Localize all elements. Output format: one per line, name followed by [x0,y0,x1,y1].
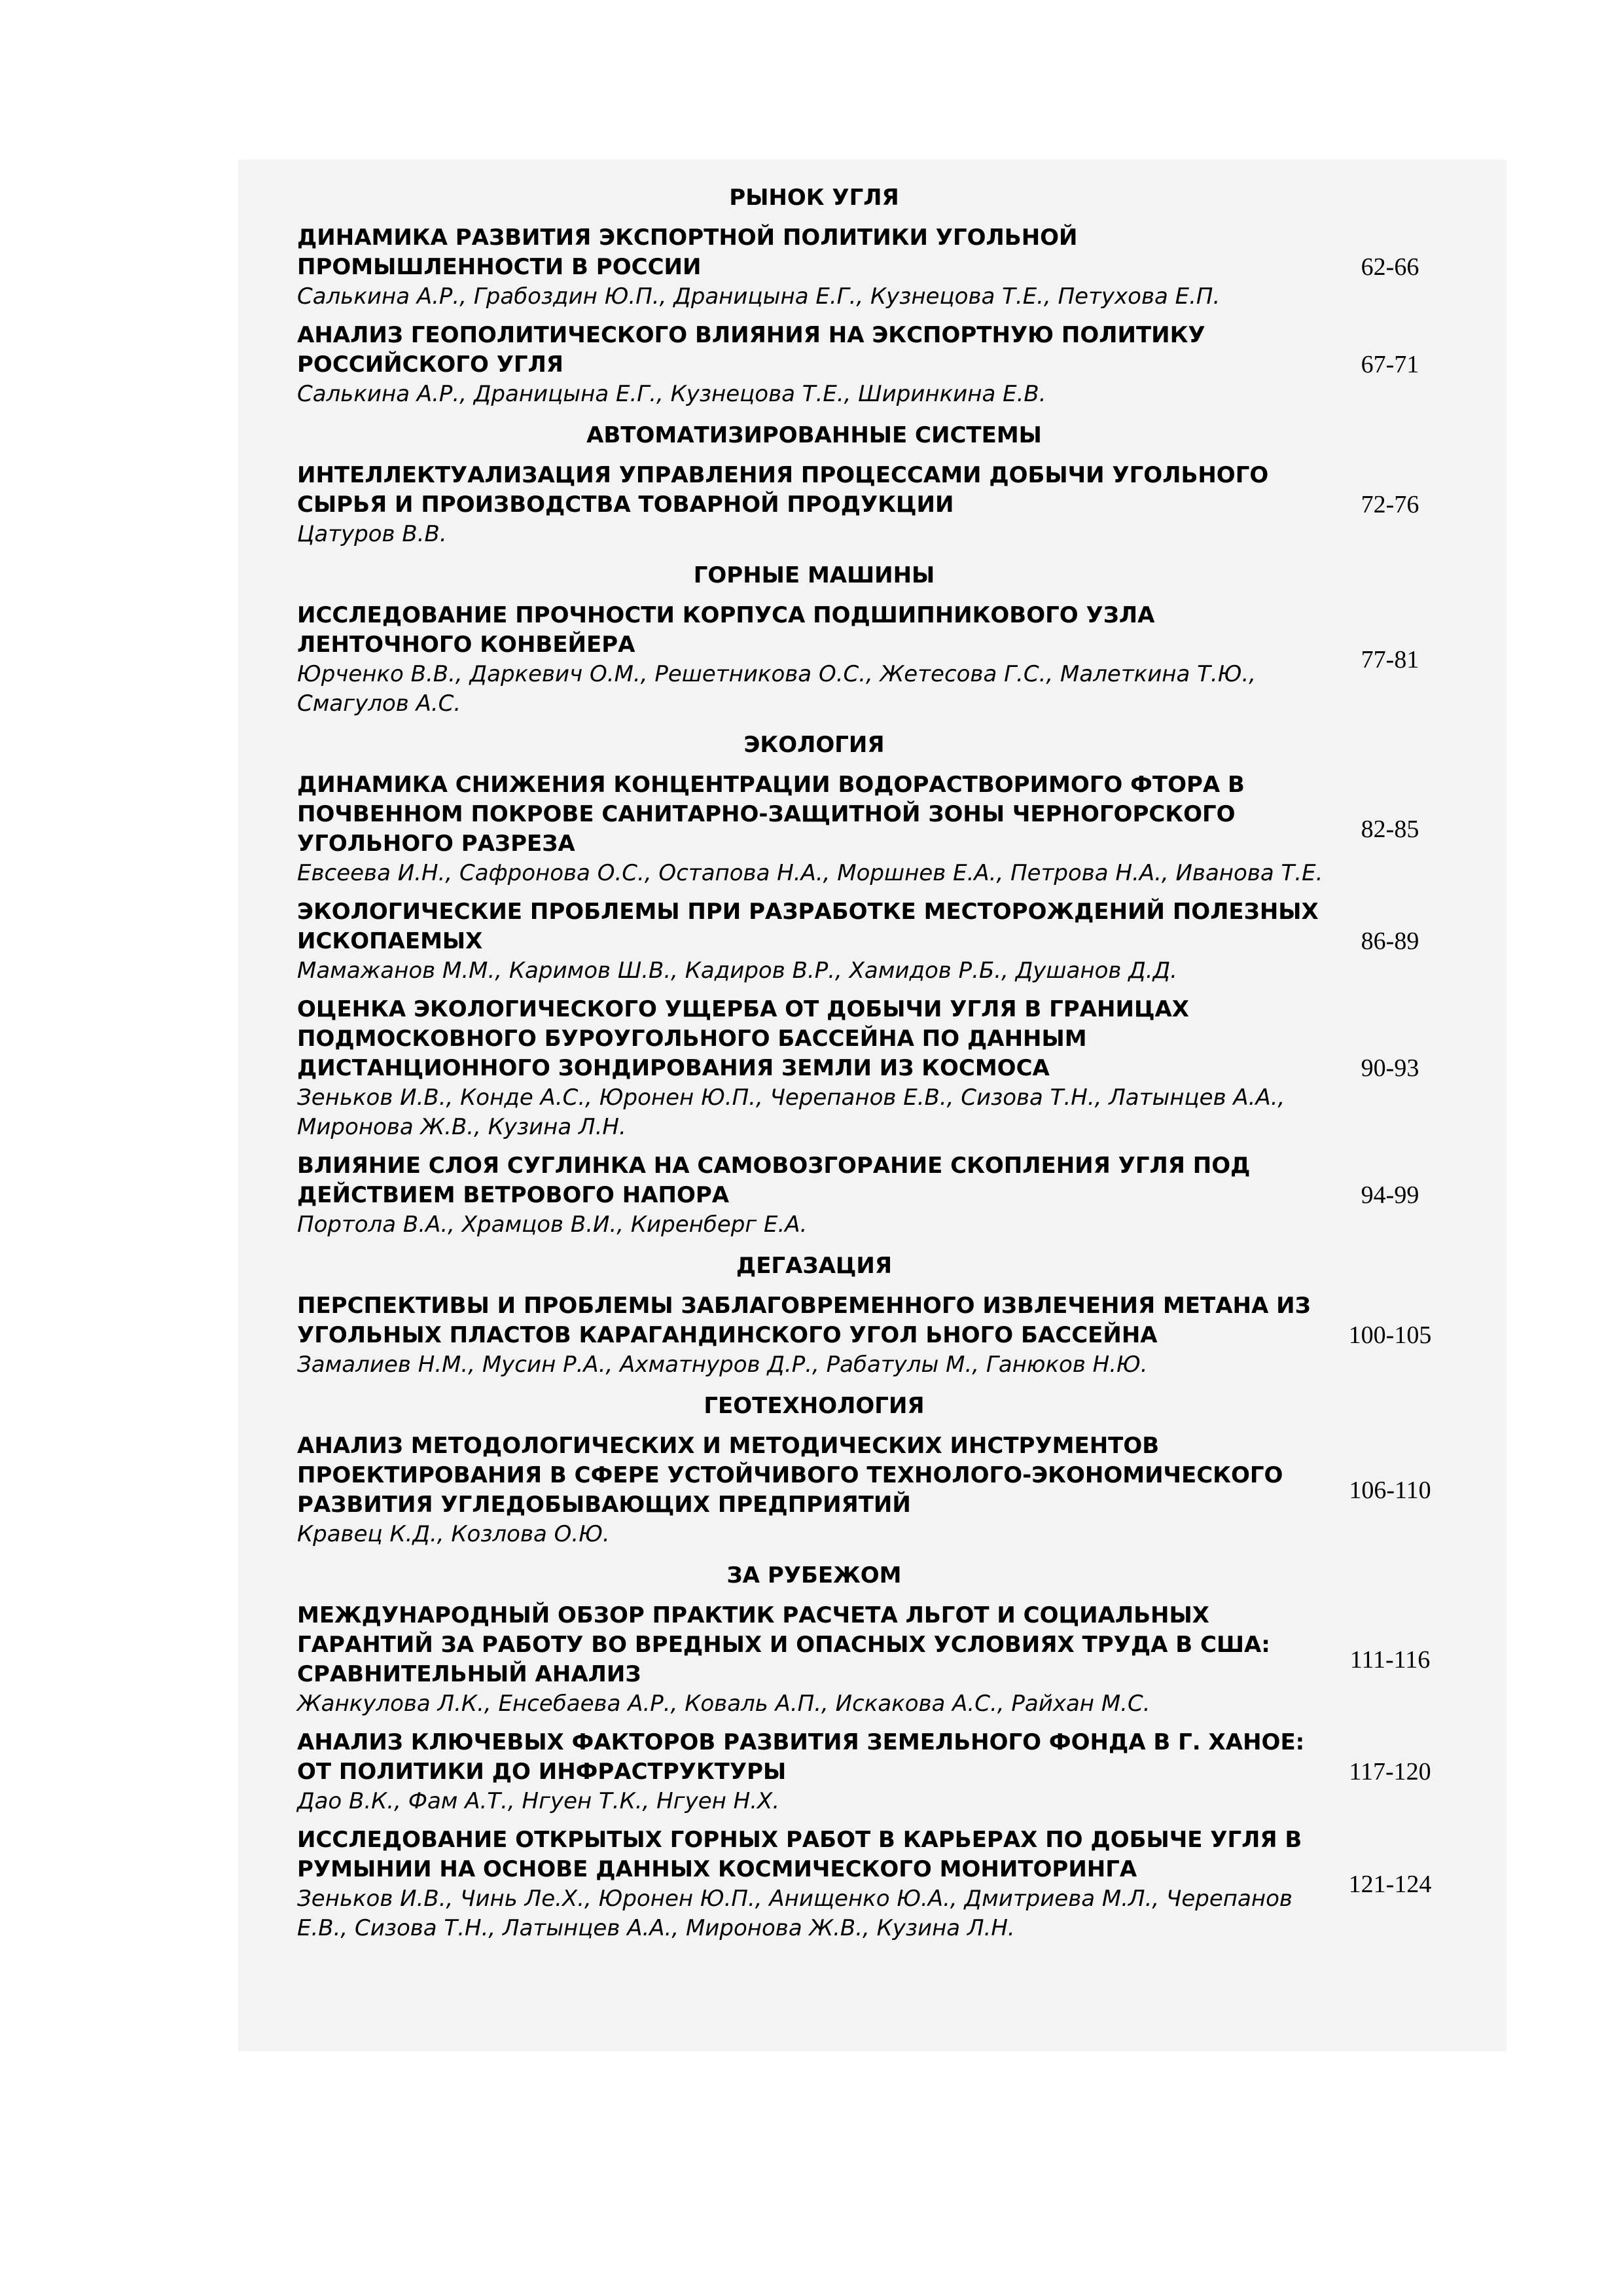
entry-text-block [297,995,1331,1142]
page-range: 100-105 [1348,1321,1432,1349]
article-title: АНАЛИЗ ГЕОПОЛИТИЧЕСКОГО ВЛИЯНИЯ НА ЭКСПОРТНУЮ ПОЛИТИКУ РОССИЙСКОГО УГЛЯ [297,322,1205,378]
entry-text-block [297,601,1331,719]
article-title: ДИНАМИКА РАЗВИТИЯ ЭКСПОРТНОЙ ПОЛИТИКИ УГОЛЬНОЙ ПРОМЫШЛЕННОСТИ В РОССИИ [297,224,1078,280]
article-title: АНАЛИЗ МЕТОДОЛОГИЧЕСКИХ И МЕТОДИЧЕСКИХ ИНСТРУМЕНТОВ ПРОЕКТИРОВАНИЯ В СФЕРЕ УСТОЙЧИВОГО ТЕХНОЛОГО-ЭКОНОМИЧЕСКОГО РАЗВИТИЯ УГЛЕДОБЫВАЮЩИХ ПРЕДПРИЯТИЙ [297,1433,1283,1518]
toc-entry [297,995,1507,1142]
article-title: АНАЛИЗ КЛЮЧЕВЫХ ФАКТОРОВ РАЗВИТИЯ ЗЕМЕЛЬНОГО ФОНДА В Г. ХАНОЕ: ОТ ПОЛИТИКИ ДО ИНФРАСТРУКТУРЫ [297,1729,1305,1785]
entry-text-block [297,770,1331,888]
section-heading: ГЕОТЕХНОЛОГИЯ [704,1393,925,1419]
section-heading: ЭКОЛОГИЯ [743,732,885,758]
page-range: 117-120 [1349,1758,1431,1785]
page-range: 82-85 [1361,815,1419,843]
article-title: ИССЛЕДОВАНИЕ ОТКРЫТЫХ ГОРНЫХ РАБОТ В КАРЬЕРАХ ПО ДОБЫЧЕ УГЛЯ В РУМЫНИИ НА ОСНОВЕ ДАННЫХ КОСМИЧЕСКОГО МОНИТОРИНГА [297,1827,1302,1882]
toc-entry [297,1601,1507,1719]
article-title: ПЕРСПЕКТИВЫ И ПРОБЛЕМЫ ЗАБЛАГОВРЕМЕННОГО ИЗВЛЕЧЕНИЯ МЕТАНА ИЗ УГОЛЬНЫХ ПЛАСТОВ КАРАГАНДИНСКОГО УГОЛ ЬНОГО БАССЕЙНА [297,1293,1311,1348]
article-authors: Юрченко В.В., Даркевич О.М., Решетникова О.С., Жетесова Г.С., Малеткина Т.Ю., Смагулов А.С. [297,661,1257,717]
article-authors: Зеньков И.В., Чинь Ле.Х., Юронен Ю.П., Анищенко Ю.А., Дмитриева М.Л., Черепанов Е.В., Сизова Т.Н., Латынцев А.А., Миронова Ж.В., Кузина Л.Н. [297,1886,1293,1941]
page-range: 72-76 [1361,491,1419,518]
toc-entry [297,223,1507,312]
article-authors: Жанкулова Л.К., Енсебаева А.Р., Коваль А.П., Искакова А.С., Райхан М.С. [297,1691,1150,1717]
page-range: 67-71 [1361,351,1419,378]
toc-entry [297,770,1507,888]
toc-entry [297,897,1507,986]
toc-entry [297,1825,1507,1943]
section-heading: АВТОМАТИЗИРОВАННЫЕ СИСТЕМЫ [586,422,1042,448]
entry-text-block [297,1825,1331,1943]
page-range: 62-66 [1361,253,1419,281]
page-range: 121-124 [1348,1870,1432,1898]
table-of-contents [238,160,1507,2051]
article-authors: Кравец К.Д., Козлова О.Ю. [297,1521,610,1547]
article-authors: Портола В.А., Храмцов В.И., Киренберг Е.А. [297,1211,808,1238]
article-title: МЕЖДУНАРОДНЫЙ ОБЗОР ПРАКТИК РАСЧЕТА ЛЬГОТ И СОЦИАЛЬНЫХ ГАРАНТИЙ ЗА РАБОТУ ВО ВРЕДНЫХ И ОПАСНЫХ УСЛОВИЯХ ТРУДА В США: СРАВНИТЕЛЬНЫЙ АНАЛИЗ [297,1602,1270,1687]
article-title: ЭКОЛОГИЧЕСКИЕ ПРОБЛЕМЫ ПРИ РАЗРАБОТКЕ МЕСТОРОЖДЕНИЙ ПОЛЕЗНЫХ ИСКОПАЕМЫХ [297,899,1319,954]
article-authors: Дао В.К., Фам А.Т., Нгуен Т.К., Нгуен Н.Х. [297,1788,780,1814]
article-authors: Замалиев Н.М., Мусин Р.А., Ахматнуров Д.Р., Рабатулы М., Ганюков Н.Ю. [297,1352,1148,1378]
page-range: 111-116 [1349,1645,1431,1674]
page-range: 86-89 [1361,927,1419,955]
page-range: 77-81 [1361,645,1419,673]
toc-entry [297,461,1507,549]
page-range: 94-99 [1361,1181,1419,1209]
toc-entry [297,321,1507,409]
entry-text-block [297,1728,1331,1816]
toc-entry [297,1431,1507,1549]
toc-entry [297,601,1507,719]
toc-entry [297,1291,1507,1380]
section-heading: ГОРНЫЕ МАШИНЫ [693,562,935,588]
article-authors: Цатуров В.В. [297,521,447,547]
page-range: 106-110 [1349,1476,1431,1504]
entry-text-block [297,897,1331,986]
article-title: ДИНАМИКА СНИЖЕНИЯ КОНЦЕНТРАЦИИ ВОДОРАСТВОРИМОГО ФТОРА В ПОЧВЕННОМ ПОКРОВЕ САНИТАРНО-ЗАЩИТНОЙ ЗОНЫ ЧЕРНОГОРСКОГО УГОЛЬНОГО РАЗРЕЗА [297,772,1245,857]
entry-text-block [297,1291,1331,1380]
entry-text-block [297,1431,1331,1549]
toc-entry [297,1728,1507,1816]
article-title: ИССЛЕДОВАНИЕ ПРОЧНОСТИ КОРПУСА ПОДШИПНИКОВОГО УЗЛА ЛЕНТОЧНОГО КОНВЕЙЕРА [297,602,1155,658]
entry-text-block [297,223,1331,312]
article-authors: Салькина А.Р., Грабоздин Ю.П., Драницына Е.Г., Кузнецова Т.Е., Петухова Е.П. [297,283,1221,310]
article-title: ОЦЕНКА ЭКОЛОГИЧЕСКОГО УЩЕРБА ОТ ДОБЫЧИ УГЛЯ В ГРАНИЦАХ ПОДМОСКОВНОГО БУРОУГОЛЬНОГО БАССЕЙНА ПО ДАННЫМ ДИСТАНЦИОННОГО ЗОНДИРОВАНИЯ ЗЕМЛИ ИЗ КОСМОСА [297,996,1190,1081]
article-authors: Зеньков И.В., Конде А.С., Юронен Ю.П., Черепанов Е.В., Сизова Т.Н., Латынцев А.А., Миронова Ж.В., Кузина Л.Н. [297,1085,1285,1140]
entry-text-block [297,321,1331,409]
toc-entry [297,1151,1507,1240]
article-title: ВЛИЯНИЕ СЛОЯ СУГЛИНКА НА САМОВОЗГОРАНИЕ СКОПЛЕНИЯ УГЛЯ ПОД ДЕЙСТВИЕМ ВЕТРОВОГО НАПОРА [297,1153,1251,1208]
section-heading: ДЕГАЗАЦИЯ [736,1253,893,1279]
article-authors: Евсеева И.Н., Сафронова О.С., Остапова Н.А., Моршнев Е.А., Петрова Н.А., Иванова Т.Е. [297,860,1323,886]
article-title: ИНТЕЛЛЕКТУАЛИЗАЦИЯ УПРАВЛЕНИЯ ПРОЦЕССАМИ ДОБЫЧИ УГОЛЬНОГО СЫРЬЯ И ПРОИЗВОДСТВА ТОВАРНОЙ ПРОДУКЦИИ [297,462,1269,518]
page-range: 90-93 [1361,1054,1419,1082]
article-authors: Мамажанов М.М., Каримов Ш.В., Кадиров В.Р., Хамидов Р.Б., Душанов Д.Д. [297,958,1177,984]
section-heading: РЫНОК УГЛЯ [729,185,899,211]
article-authors: Салькина А.Р., Драницына Е.Г., Кузнецова Т.Е., Ширинкина Е.В. [297,381,1046,407]
section-heading: ЗА РУБЕЖОМ [726,1562,902,1588]
entry-text-block [297,461,1331,549]
entry-text-block [297,1151,1331,1240]
entry-text-block [297,1601,1331,1719]
